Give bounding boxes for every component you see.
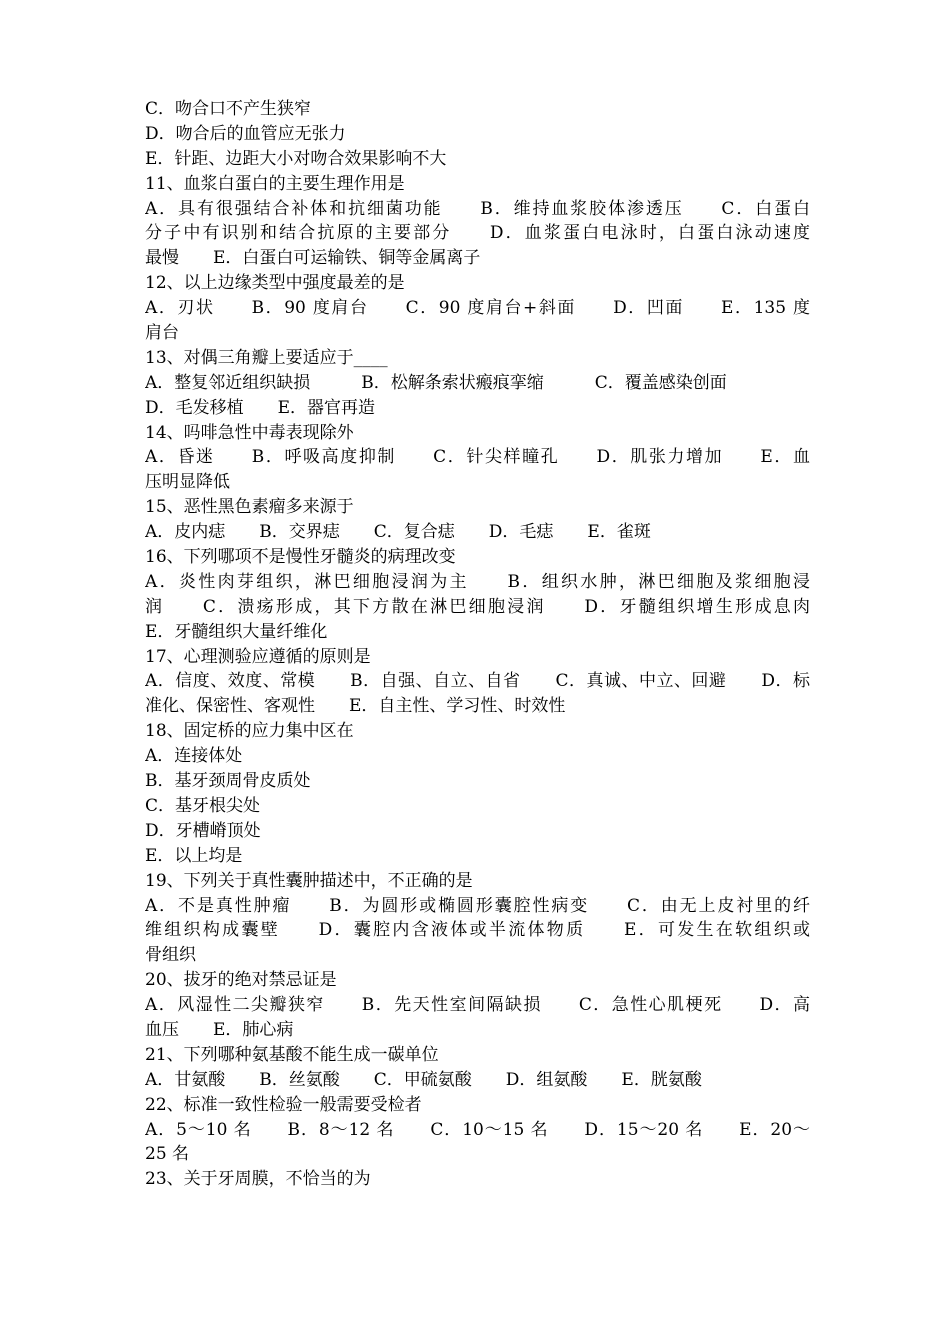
text-line: 肩台 [145,323,179,344]
document-page [145,97,810,1192]
text-line: A．具有很强结合补体和抗细菌功能 B．维持血浆胶体渗透压 C．白蛋白 [145,198,810,219]
text-line: 压明显降低 [145,472,230,493]
question-title: 23、关于牙周膜，不恰当的为 [145,1169,371,1190]
text-line: 润 C．溃疡形成，其下方散在淋巴细胞浸润 D．牙髓组织增生形成息肉 [145,596,810,617]
question-title: 11、血浆白蛋白的主要生理作用是 [145,173,405,194]
text-line: 准化、保密性、客观性 E．自主性、学习性、时效性 [145,696,566,717]
text-line: C．基牙根尖处 [145,795,261,816]
text-line: A．连接体处 [145,746,243,767]
text-line: B．基牙颈周骨皮质处 [145,771,311,792]
text-line: A．刃状 B．90 度肩台 C．90 度肩台+斜面 D．凹面 E．135 度 [145,298,810,319]
text-line: E．针距、边距大小对吻合效果影响不大 [145,148,447,169]
text-line: A．信度、效度、常模 B．自强、自立、自省 C．真诚、中立、回避 D．标 [145,671,810,692]
text-line: C．吻合口不产生狭窄 [145,99,312,119]
text-line: E．牙髓组织大量纤维化 [145,621,328,642]
question-title: 12、以上边缘类型中强度最差的是 [145,273,405,294]
text-line: A．昏迷 B．呼吸高度抑制 C．针尖样瞳孔 D．肌张力增加 E．血 [145,447,810,468]
text-line: 骨组织 [145,945,196,966]
text-line: D．吻合后的血管应无张力 [145,123,346,144]
text-line: A．整复邻近组织缺损 B．松解条索状瘢痕挛缩 C．覆盖感染创面 [145,372,727,393]
text-line: 25 名 [145,1144,190,1165]
question-title: 13、对偶三角瓣上要适应于____ [145,347,388,368]
text-line: 血压 E．肺心病 [145,1019,294,1040]
text-line: 维组织构成囊壁 D．囊腔内含液体或半流体物质 E．可发生在软组织或 [145,920,810,941]
question-title: 19、下列关于真性囊肿描述中，不正确的是 [145,870,473,891]
text-line: D．牙槽嵴顶处 [145,820,261,841]
question-title: 21、下列哪种氨基酸不能生成一碳单位 [145,1044,439,1065]
question-title: 18、固定桥的应力集中区在 [145,721,354,742]
question-title: 20、拔牙的绝对禁忌证是 [145,970,337,991]
text-line: 最慢 E．白蛋白可运输铁、铜等金属离子 [145,248,481,269]
question-title: 16、下列哪项不是慢性牙髓炎的病理改变 [145,547,456,568]
question-title: 15、恶性黑色素瘤多来源于 [145,497,354,518]
question-title: 14、吗啡急性中毒表现除外 [145,422,354,443]
question-title: 17、心理测验应遵循的原则是 [145,646,371,667]
text-line: A．皮内痣 B．交界痣 C．复合痣 D．毛痣 E．雀斑 [145,522,651,543]
text-line: A．风湿性二尖瓣狭窄 B．先天性室间隔缺损 C．急性心肌梗死 D．高 [145,995,810,1016]
text-line: A．不是真性肿瘤 B．为圆形或椭圆形囊腔性病变 C．由无上皮衬里的纤 [145,895,810,916]
text-line: A．5～10 名 B．8～12 名 C．10～15 名 D．15～20 名 E．20～ [145,1119,810,1140]
text-line: A．甘氨酸 B．丝氨酸 C．甲硫氨酸 D．组氨酸 E．胱氨酸 [145,1069,702,1090]
question-title: 22、标准一致性检验一般需要受检者 [145,1094,422,1115]
text-line: A．炎性肉芽组织，淋巴细胞浸润为主 B．组织水肿，淋巴细胞及浆细胞浸 [145,571,810,592]
text-line: 分子中有识别和结合抗原的主要部分 D．血浆蛋白电泳时，白蛋白泳动速度 [145,223,810,244]
text-line: E．以上均是 [145,845,243,866]
text-line: D．毛发移植 E．器官再造 [145,397,376,418]
